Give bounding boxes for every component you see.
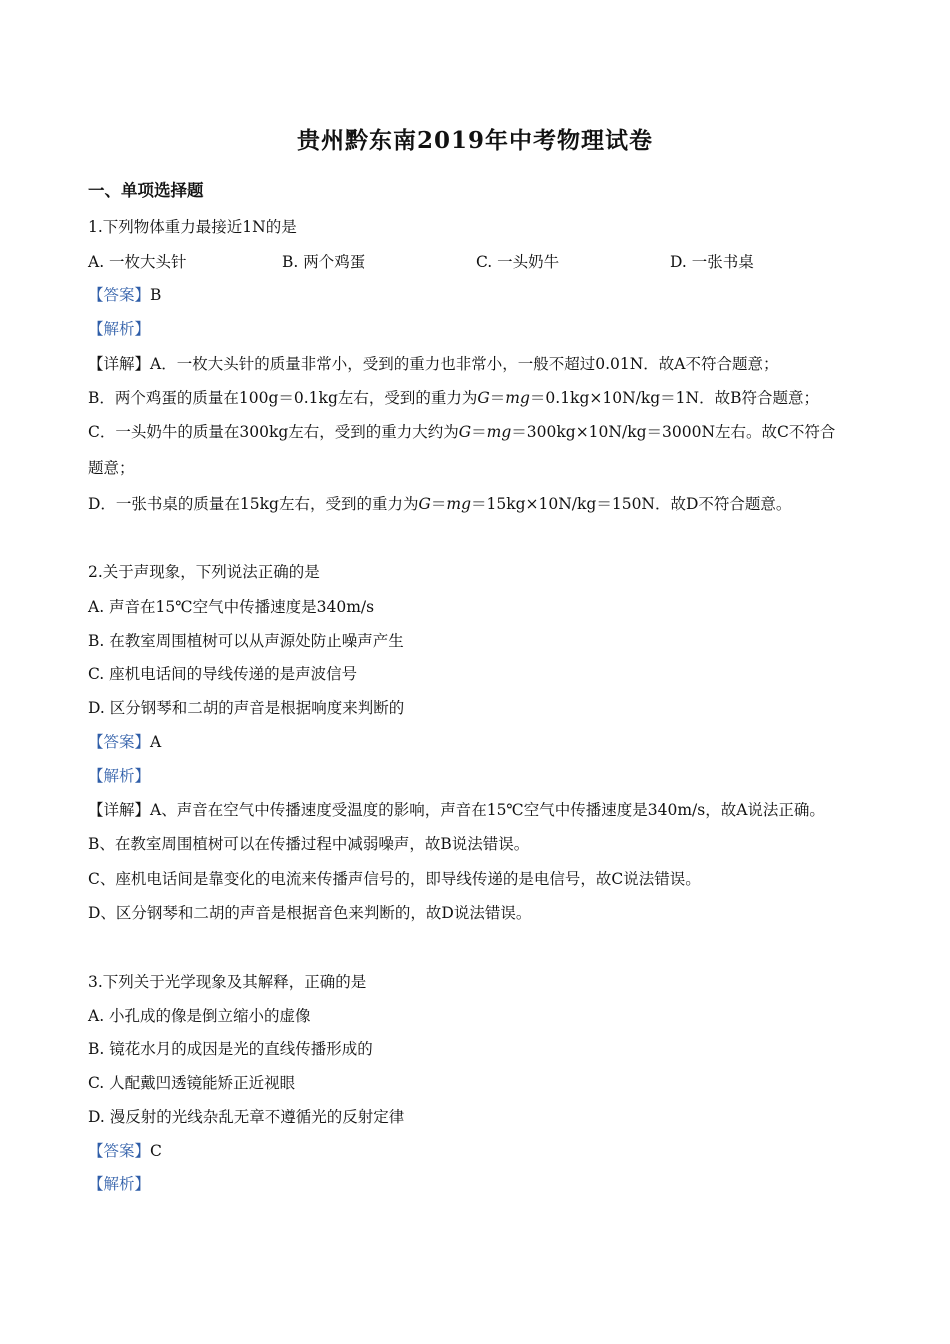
- question-3-option-a: A. 小孔成的像是倒立缩小的虚像: [88, 1007, 311, 1025]
- question-3-analysis-tag: 【解析】: [88, 1175, 151, 1193]
- question-1-analysis-tag: 【解析】: [88, 320, 151, 338]
- detail-tag: 【详解】: [88, 355, 151, 373]
- question-2-detail-d: D、区分钢琴和二胡的声音是根据音色来判断的，故D说法错误。: [88, 904, 532, 922]
- detail-tag: 【详解】: [88, 801, 151, 819]
- question-1-detail-a: 【详解】A．一枚大头针的质量非常小，受到的重力也非常小，一般不超过0.01N．故A不符合题意；: [88, 355, 779, 373]
- question-1-option-c: C. 一头奶牛: [476, 253, 560, 271]
- question-3-option-c: C. 人配戴凹透镜能矫正近视眼: [88, 1074, 296, 1092]
- answer-tag: 【答案】: [88, 1142, 151, 1160]
- question-2-detail-a: 【详解】A、声音在空气中传播速度受温度的影响，声音在15℃空气中传播速度是340m/s，故A说法正确。: [88, 801, 825, 819]
- answer-tag: 【答案】: [88, 286, 151, 304]
- question-1-option-d: D. 一张书桌: [670, 253, 754, 271]
- question-2-option-b: B. 在教室周围植树可以从声源处防止噪声产生: [88, 632, 404, 650]
- section-heading: 一、单项选择题: [88, 181, 204, 200]
- question-2-answer: [88, 730, 161, 754]
- question-3-option-d: D. 漫反射的光线杂乱无章不遵循光的反射定律: [88, 1108, 405, 1126]
- question-2-detail-b: B、在教室周围植树可以在传播过程中减弱噪声，故B说法错误。: [88, 835, 530, 853]
- answer-value: A: [150, 733, 162, 751]
- question-3-answer: [88, 1139, 162, 1163]
- question-2-option-d: D. 区分钢琴和二胡的声音是根据响度来判断的: [88, 699, 405, 717]
- question-2-option-a: A. 声音在15℃空气中传播速度是340m/s: [88, 598, 375, 616]
- question-1-option-b: B. 两个鸡蛋: [282, 253, 366, 271]
- question-1-option-a: A. 一枚大头针: [88, 253, 187, 271]
- question-2-detail-c: C、座机电话间是靠变化的电流来传播声信号的，即导线传递的是电信号，故C说法错误。: [88, 870, 701, 888]
- question-1-detail-d: D．一张书桌的质量在15kg左右，受到的重力为G＝mg＝15kg×10N/kg＝150N．故D不符合题意。: [88, 495, 792, 513]
- question-1-detail-b: B．两个鸡蛋的质量在100g＝0.1kg左右，受到的重力为G＝mg＝0.1kg×10N/kg＝1N．故B符合题意；: [88, 389, 819, 407]
- question-1-answer: [88, 283, 161, 307]
- answer-value: B: [150, 286, 162, 304]
- answer-tag: 【答案】: [88, 733, 151, 751]
- question-3-option-b: B. 镜花水月的成因是光的直线传播形成的: [88, 1040, 373, 1058]
- question-3-stem: 3.下列关于光学现象及其解释，正确的是: [88, 973, 367, 991]
- question-1-detail-c-continued: 题意；: [88, 459, 135, 477]
- question-2-stem: 2.关于声现象，下列说法正确的是: [88, 563, 320, 581]
- question-2-analysis-tag: 【解析】: [88, 767, 151, 785]
- answer-value: C: [150, 1142, 162, 1160]
- question-1-stem: 1.下列物体重力最接近1N的是: [88, 218, 297, 236]
- question-2-option-c: C. 座机电话间的导线传递的是声波信号: [88, 665, 358, 683]
- question-1-detail-c: C．一头奶牛的质量在300kg左右，受到的重力大约为G＝mg＝300kg×10N/kg＝3000N左右。故C不符合: [88, 423, 836, 441]
- page-title: 贵州黔东南2019年中考物理试卷: [296, 127, 653, 154]
